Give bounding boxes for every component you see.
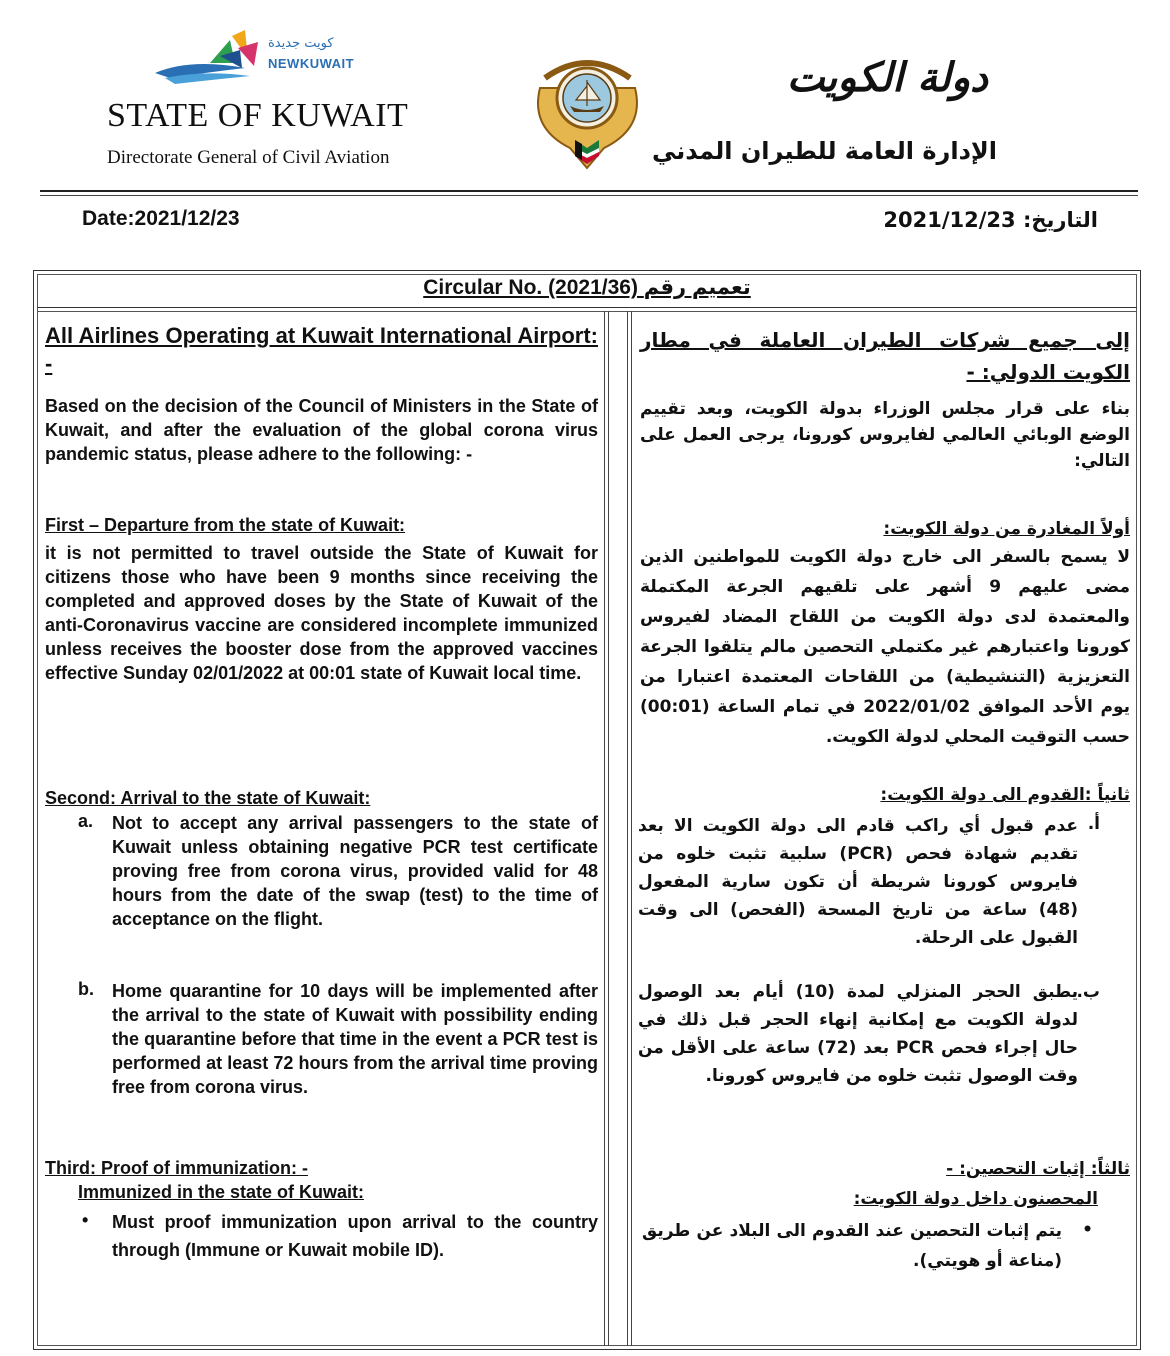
third-heading-en: Third: Proof of immunization: - — [45, 1158, 308, 1178]
logo-english-text: NEWKUWAIT — [268, 56, 355, 71]
state-title-ar: دولة الكويت — [786, 55, 988, 101]
second-heading-en: Second: Arrival to the state of Kuwait: — [45, 788, 371, 808]
header-divider-thin — [40, 195, 1138, 196]
first-heading-en: First – Departure from the state of Kuwait: — [45, 515, 406, 535]
second-a-en: Not to accept any arrival passengers to the state of Kuwait unless obtaining negative PCR test certificate proving free from corona virus, provided valid for 48 hours from the date of the swap (test) to the time of acceptance on the flight. — [112, 813, 598, 929]
first-body-en: it is not permitted to travel outside the State of Kuwait for citizens those who have been 9 months since receiving the completed and approved doses by the State of Kuwait of the anti-Coronavirus vaccine are considered incomplete immunized unless receives the booster dose from the approved vaccines effective Sunday 02/01/2022 at 00:01 state of Kuwait local time. — [45, 543, 598, 683]
kuwait-emblem — [530, 48, 645, 173]
addressee-en: All Airlines Operating at Kuwait International Airport: - — [45, 323, 598, 376]
header-divider — [40, 190, 1138, 192]
second-b-en: Home quarantine for 10 days will be implemented after the arrival to the state of Kuwait with possibility ending the quarantine before that time in the event a PCR test is performed at least 72 hours from the arrival time proving free from corona virus. — [112, 981, 598, 1097]
table-row-divider-thin — [37, 311, 1137, 312]
third-sub-ar: المحصنون داخل دولة الكويت: — [853, 1189, 1098, 1209]
third-bullet-en: Must proof immunization upon arrival to the country through (Immune or Kuwait mobile ID). — [112, 1212, 598, 1260]
third-bullet-ar: يتم إثبات التحصين عند القدوم الى البلاد عن طريق (مناعة أو هويتي). — [642, 1221, 1062, 1271]
logo-arabic-text: كويت جديدة — [268, 36, 334, 51]
intro-ar: بناء على قرار مجلس الوزراء بدولة الكويت، وبعد تقييم الوضع الوبائي العالمي لفايروس كورونا، يرجى العمل على التالي: — [640, 399, 1130, 471]
third-heading-ar: ثالثاً: إثبات التحصين: - — [946, 1159, 1130, 1179]
first-heading-ar: أولاً المغادرة من دولة الكويت: — [883, 519, 1130, 539]
table-column-divider — [608, 311, 609, 1346]
table-column-divider — [604, 311, 605, 1346]
intro-en: Based on the decision of the Council of Ministers in the State of Kuwait, and after the evaluation of the global corona virus pandemic status, please adhere to the following: - — [45, 396, 598, 464]
third-bullet-marker-ar: • — [1082, 1220, 1093, 1240]
table-column-divider — [631, 311, 632, 1346]
second-a-marker-en: a. — [78, 811, 94, 831]
kuwait-emblem-icon — [530, 48, 645, 173]
third-bullet-marker-en: • — [82, 1210, 89, 1230]
state-title-en: STATE OF KUWAIT — [107, 97, 409, 134]
directorate-title-ar: الإدارة العامة للطيران المدني — [651, 137, 997, 165]
second-b-marker-en: b. — [78, 979, 94, 999]
date-en: Date:2021/12/23 — [82, 207, 240, 230]
table-column-divider — [627, 311, 628, 1346]
newkuwait-logo — [150, 28, 370, 88]
directorate-title-en: Directorate General of Civil Aviation — [107, 147, 390, 168]
addressee-ar: إلى جميع شركات الطيران العاملة في مطار الكويت الدولي: - — [640, 328, 1130, 384]
circular-number: Circular No. (2021/36) تعميم رقم — [423, 276, 751, 299]
second-a-ar: عدم قبول أي راكب قادم الى دولة الكويت الا بعد تقديم شهادة فحص (PCR) سلبية تثبت خلوه من فايروس كورونا شريطة أن تكون سارية المفعول (48) ساعة من تاريخ المسحة (الفحص) الى وقت القبول على الرحلة. — [638, 816, 1078, 948]
second-heading-ar: ثانياً :القدوم الى دولة الكويت: — [880, 785, 1130, 805]
date-ar: التاريخ: 2021/12/23 — [883, 208, 1098, 232]
first-body-ar: لا يسمح بالسفر الى خارج دولة الكويت للمواطنين الذين مضى عليهم 9 أشهر على تلقيهم الجرعة المكتملة والمعتمدة لدى دولة الكويت من اللقاح المضاد لفيروس كورونا واعتبارهم غير مكتملي التحصين مالم يتلقوا الجرعة التعزيزية (التنشيطية) من اللقاحات المعتمدة اعتبارا من يوم الأحد الموافق 2022/01/02 في تمام الساعة (00:01) حسب التوقيت المحلي لدولة الكويت. — [640, 547, 1130, 747]
third-sub-en: Immunized in the state of Kuwait: — [78, 1182, 365, 1202]
second-b-marker-ar: ب. — [1076, 982, 1100, 1002]
second-a-marker-ar: أ. — [1087, 814, 1100, 834]
second-b-ar: يطبق الحجر المنزلي لمدة (10) أيام بعد الوصول لدولة الكويت مع إمكانية إنهاء الحجر قبل ذلك في حال إجراء فحص PCR بعد (72) ساعة على الأقل من وقت الوصول تثبت خلوه من فايروس كورونا. — [638, 982, 1079, 1086]
table-row-divider — [37, 307, 1137, 308]
